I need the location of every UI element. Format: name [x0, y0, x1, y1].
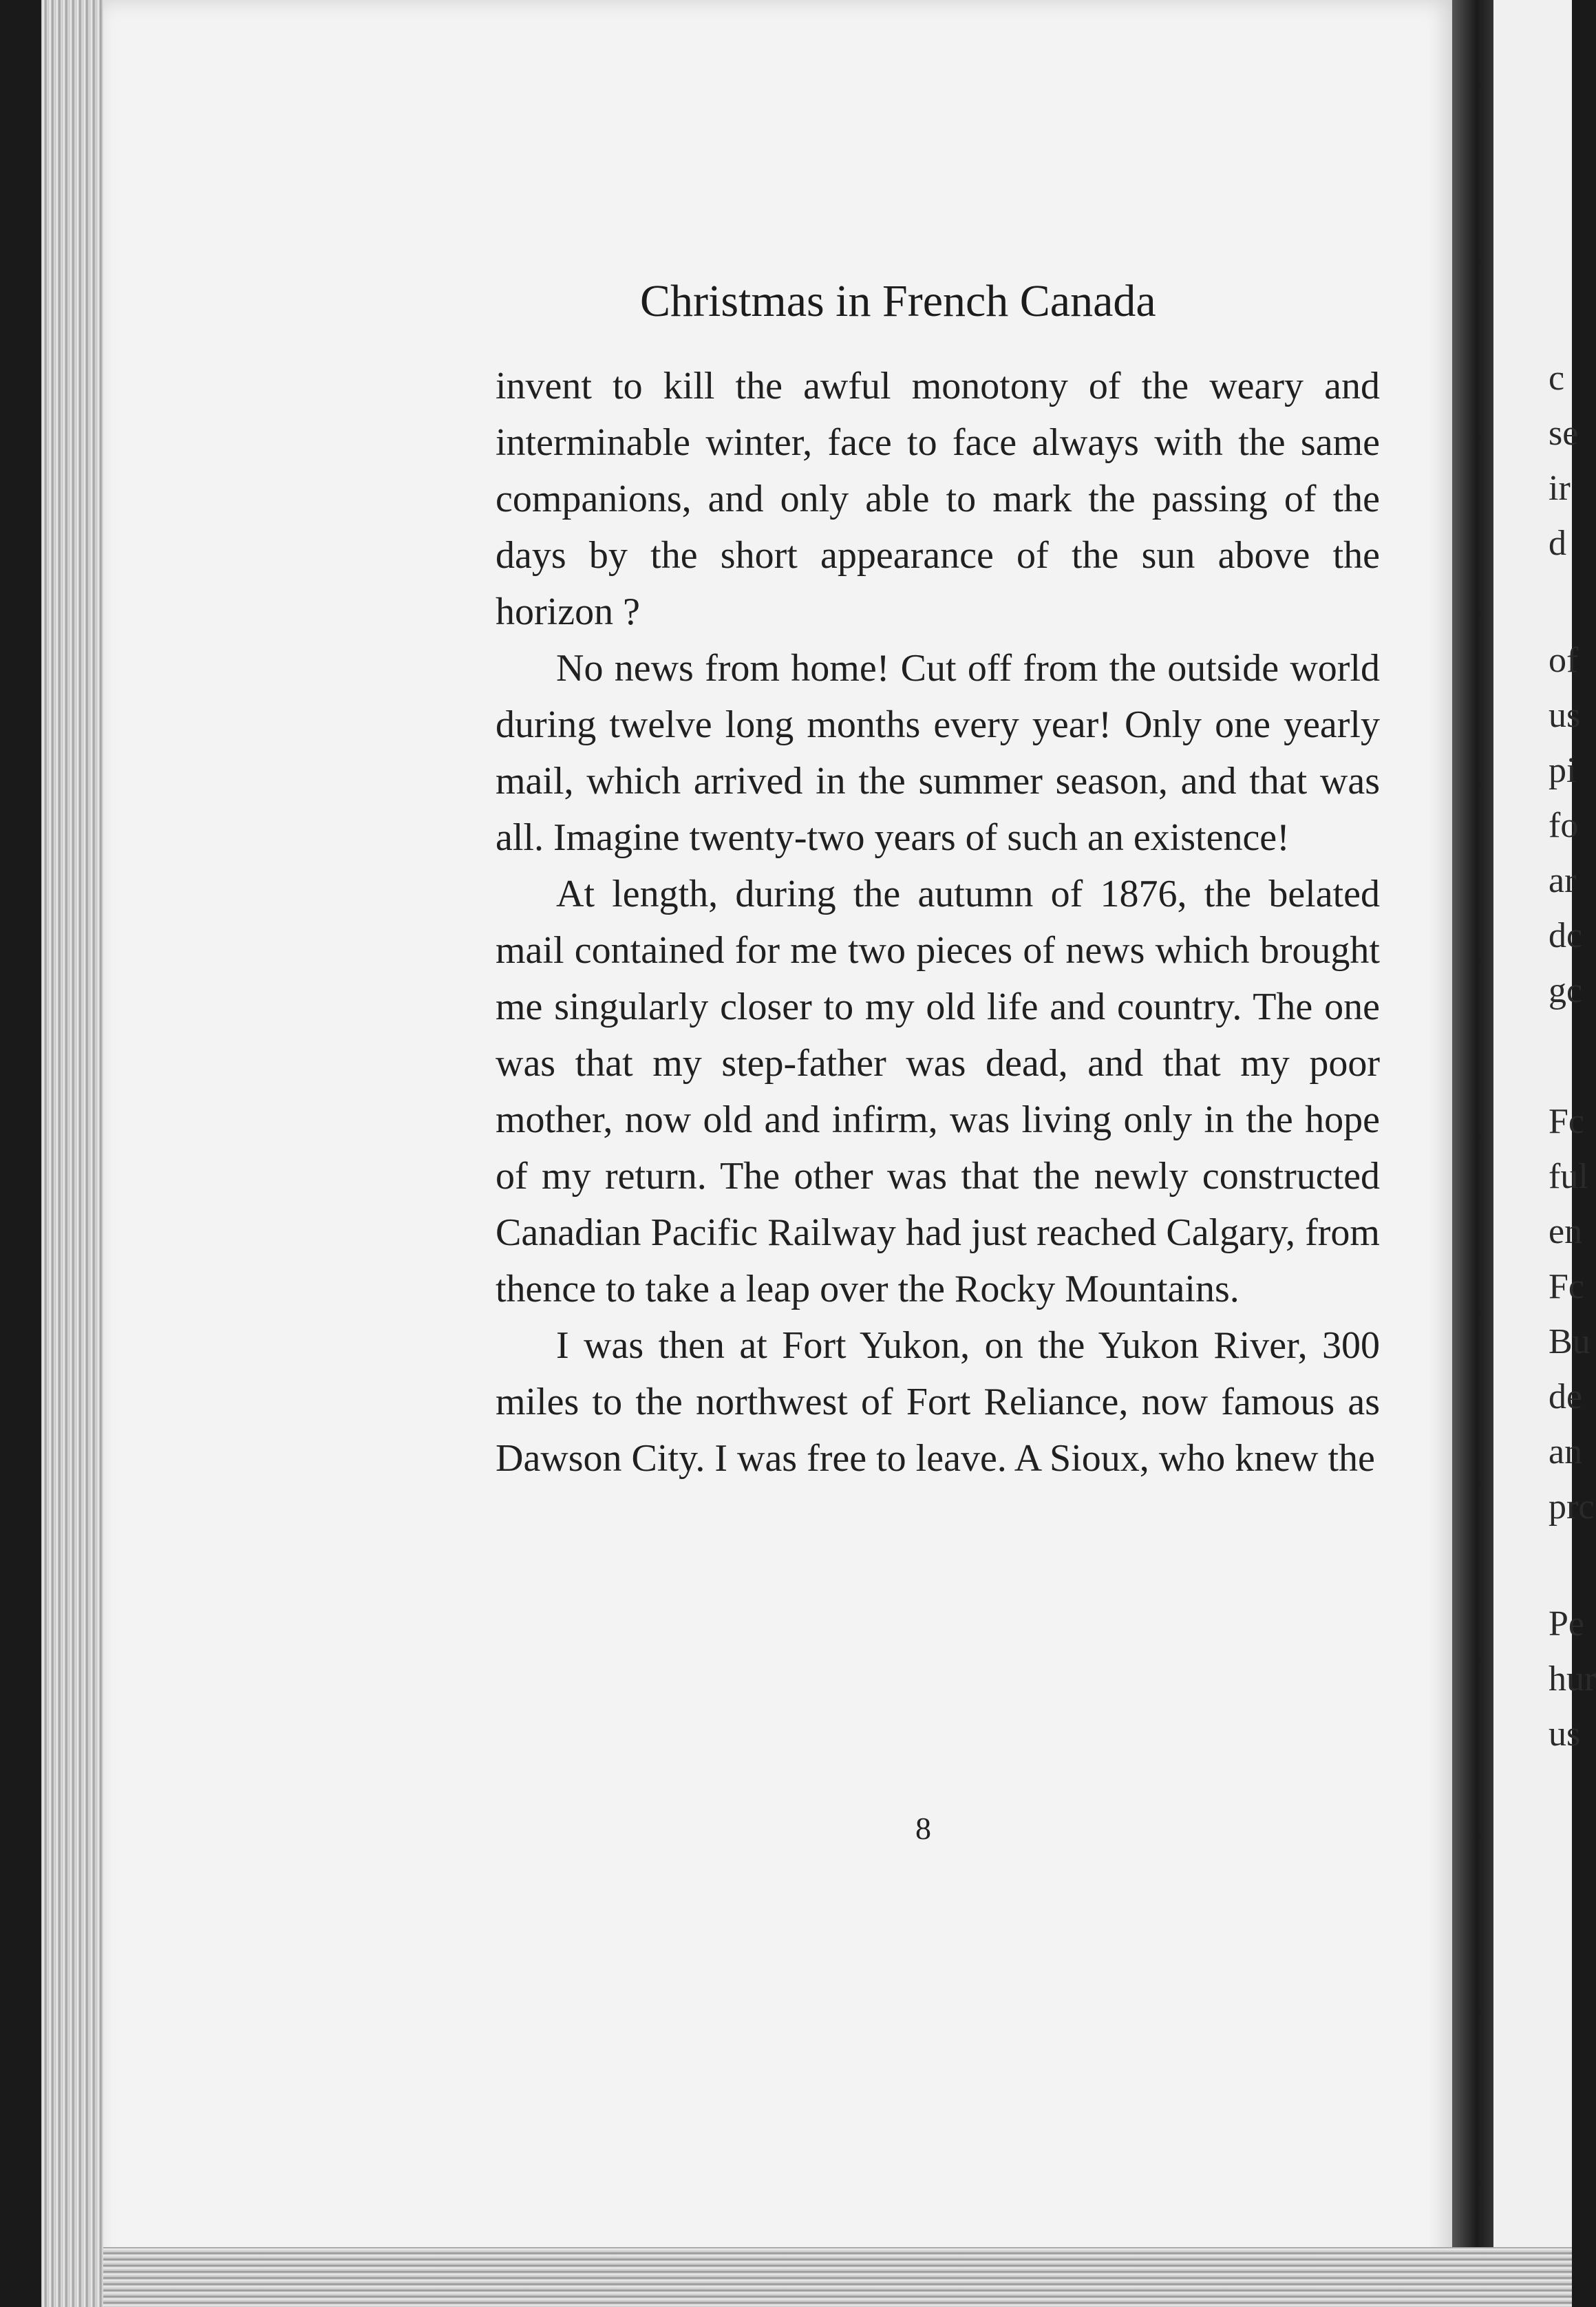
- next-page-fragment: ar: [1549, 861, 1577, 900]
- next-page-fragment: Bu: [1549, 1322, 1590, 1361]
- body-text: [496, 358, 1380, 1487]
- paragraph-4: I was then at Fort Yukon, on the Yukon River, 300 miles to the northwest of Fort Reliance, now famous as Dawson City. I was free to leave. A Sioux, who knew the: [496, 1324, 1380, 1480]
- next-page-fragment: se: [1549, 414, 1579, 453]
- next-page-fragment: of: [1549, 641, 1579, 680]
- next-page-fragment: de: [1549, 1377, 1583, 1416]
- page-number: 8: [915, 1811, 931, 1846]
- next-page-fragment: dc: [1549, 916, 1583, 955]
- next-page-fragment: us: [1549, 696, 1581, 735]
- next-page-fragment: pi: [1549, 751, 1577, 790]
- next-page-fragment: en: [1549, 1212, 1583, 1251]
- next-page-fragment: hur: [1549, 1659, 1596, 1699]
- next-page-fragment: ir: [1549, 469, 1571, 508]
- next-page-fragment: Fc: [1549, 1267, 1584, 1306]
- next-page-fragment: Pe: [1549, 1604, 1584, 1644]
- book-gutter: [1452, 0, 1493, 2307]
- next-page-fragment: fo: [1549, 806, 1579, 845]
- next-page-fragment: gc: [1549, 971, 1583, 1010]
- paragraph-1: invent to kill the awful monotony of the weary and interminable winter, face to face always with the same companions, and only able to mark the passing of the days by the short appearance of the sun above the horizon ?: [496, 365, 1380, 633]
- next-page-fragment: an: [1549, 1432, 1583, 1471]
- next-page-fragment: us: [1549, 1714, 1581, 1754]
- next-page-edge: [1493, 0, 1572, 2307]
- next-page-fragment: prc: [1549, 1487, 1595, 1527]
- paragraph-2: No news from home! Cut off from the outside world during twelve long months every year! Only one yearly mail, which arrived in the summer season, and that was all. Imagine twenty-two years of such an existence!: [496, 647, 1380, 859]
- next-page-fragment: ful: [1549, 1157, 1588, 1196]
- bottom-page-edges: [103, 2247, 1572, 2307]
- paragraph-3: At length, during the autumn of 1876, the belated mail contained for me two pieces of news which brought me singularly closer to my old life and country. The one was that my step-father was dead, and that my poor mother, now old and infirm, was living only in the hope of my return. The other was that the newly constructed Canadian Pacific Railway had just reached Calgary, from thence to take a leap over the Rocky Mountains.: [496, 873, 1380, 1310]
- next-page-fragment: c: [1549, 359, 1565, 398]
- next-page-fragment: Fc: [1549, 1102, 1584, 1141]
- running-head: Christmas in French Canada: [640, 276, 1156, 326]
- next-page-fragment: d: [1549, 524, 1566, 563]
